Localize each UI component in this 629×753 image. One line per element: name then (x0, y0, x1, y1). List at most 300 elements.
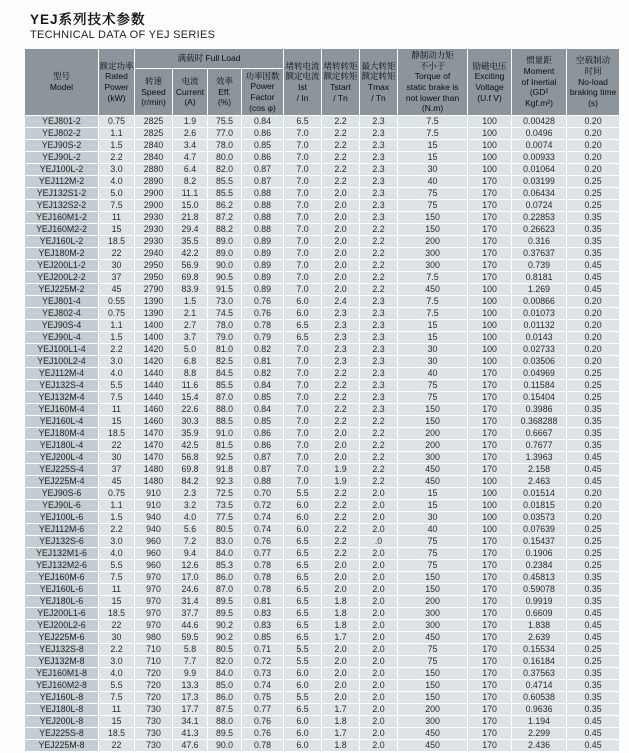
model-cell: YEJ90L-4 (25, 332, 98, 343)
value-cell: 0.76 (242, 296, 283, 307)
col-header-moment-of-inertia: 惯量距 Moment of Inertial (GD² Kgf.m²) (512, 49, 566, 115)
value-cell: 0.87 (242, 164, 283, 175)
table-row (25, 272, 619, 283)
value-cell: 0.20 (567, 320, 619, 331)
value-cell: 2.0 (322, 248, 359, 259)
value-cell: 69.8 (173, 464, 207, 475)
model-cell: YEJ160M1-8 (25, 668, 98, 679)
model-cell: YEJ100L-6 (25, 512, 98, 523)
value-cell: 2.0 (322, 200, 359, 211)
value-cell: 6.0 (284, 680, 321, 691)
value-cell: 2.3 (360, 152, 397, 163)
model-cell: YEJ132S1-2 (25, 188, 98, 199)
value-cell: 45 (99, 476, 134, 487)
value-cell: 960 (135, 560, 172, 571)
value-cell: 75 (398, 188, 467, 199)
col-header-efficiency: 效率 Eff. (%) (208, 69, 241, 114)
value-cell: 1440 (135, 380, 172, 391)
value-cell: 200 (398, 236, 467, 247)
value-cell: 940 (135, 524, 172, 535)
value-cell: 0.60538 (512, 692, 566, 703)
value-cell: 2930 (135, 224, 172, 235)
value-cell: 78.0 (208, 140, 241, 151)
value-cell: 0.01514 (512, 488, 566, 499)
value-cell: 100 (468, 356, 511, 367)
value-cell: 7.0 (284, 224, 321, 235)
value-cell: 88.5 (208, 416, 241, 427)
value-cell: 0.75 (99, 308, 134, 319)
model-cell: YEJ160M-6 (25, 572, 98, 583)
table-row (25, 116, 619, 127)
value-cell: 100 (468, 152, 511, 163)
model-cell: YEJ200L1-6 (25, 608, 98, 619)
value-cell: 31.4 (173, 596, 207, 607)
value-cell: 0.20 (567, 116, 619, 127)
value-cell: 30 (99, 260, 134, 271)
value-cell: 2.0 (360, 584, 397, 595)
table-row (25, 380, 619, 391)
value-cell: 7.0 (284, 356, 321, 367)
col-header-exciting-voltage: 励磁电压 Exciting Voltage (U.f V) (468, 49, 511, 115)
value-cell: 7.0 (284, 440, 321, 451)
value-cell: 170 (468, 440, 511, 451)
value-cell: 2.2 (322, 536, 359, 547)
table-row (25, 332, 619, 343)
value-cell: 44.6 (173, 620, 207, 631)
value-cell: 6.5 (284, 704, 321, 715)
table-row (25, 740, 619, 751)
value-cell: 90.5 (208, 272, 241, 283)
value-cell: 4.0 (173, 512, 207, 523)
value-cell: 0.35 (567, 596, 619, 607)
value-cell: 170 (468, 188, 511, 199)
value-cell: 970 (135, 572, 172, 583)
value-cell: 2.299 (512, 728, 566, 739)
value-cell: 0.37637 (512, 248, 566, 259)
table-row (25, 296, 619, 307)
value-cell: 2.0 (322, 668, 359, 679)
value-cell: 170 (468, 632, 511, 643)
value-cell: 0.74 (242, 512, 283, 523)
value-cell: 3.0 (99, 536, 134, 547)
table-row (25, 416, 619, 427)
value-cell: 2.2 (360, 260, 397, 271)
model-cell: YEJ90S-6 (25, 488, 98, 499)
value-cell: 90.0 (208, 740, 241, 751)
value-cell: 0.06434 (512, 188, 566, 199)
value-cell: 91.8 (208, 464, 241, 475)
value-cell: 2880 (135, 164, 172, 175)
value-cell: 15 (398, 152, 467, 163)
value-cell: 0.76 (242, 716, 283, 727)
value-cell: 3.0 (99, 164, 134, 175)
value-cell: 80.0 (208, 152, 241, 163)
value-cell: 0.79 (242, 332, 283, 343)
value-cell: 85.5 (208, 176, 241, 187)
value-cell: 170 (468, 404, 511, 415)
table-row (25, 572, 619, 583)
value-cell: 0.45 (567, 452, 619, 463)
col-header-model: 型号 Model (25, 49, 98, 115)
value-cell: 2.2 (322, 392, 359, 403)
value-cell: 11.1 (173, 188, 207, 199)
value-cell: 0.88 (242, 188, 283, 199)
value-cell: 2.3 (360, 332, 397, 343)
value-cell: 2.3 (360, 296, 397, 307)
value-cell: 22 (99, 620, 134, 631)
value-cell: 2.3 (360, 368, 397, 379)
value-cell: 7.0 (284, 212, 321, 223)
value-cell: 980 (135, 632, 172, 643)
value-cell: 2.0 (360, 620, 397, 631)
value-cell: 0.20 (567, 140, 619, 151)
value-cell: 75 (398, 548, 467, 559)
value-cell: 2840 (135, 152, 172, 163)
value-cell: 6.4 (173, 164, 207, 175)
value-cell: 90.0 (208, 260, 241, 271)
value-cell: 4.0 (99, 668, 134, 679)
value-cell: 80.5 (208, 644, 241, 655)
value-cell: 2.2 (322, 140, 359, 151)
value-cell: 81.0 (208, 344, 241, 355)
value-cell: 0.45 (567, 476, 619, 487)
value-cell: 0.25 (567, 548, 619, 559)
table-row (25, 404, 619, 415)
model-cell: YEJ225M-4 (25, 476, 98, 487)
value-cell: 0.739 (512, 260, 566, 271)
value-cell: 83.0 (208, 536, 241, 547)
value-cell: 2.2 (360, 464, 397, 475)
value-cell: 12.6 (173, 560, 207, 571)
value-cell: 2.3 (360, 308, 397, 319)
value-cell: 7.0 (284, 140, 321, 151)
value-cell: 0.45 (567, 464, 619, 475)
model-cell: YEJ160M-4 (25, 404, 98, 415)
value-cell: 6.5 (284, 548, 321, 559)
value-cell: 170 (468, 380, 511, 391)
value-cell: 0.89 (242, 284, 283, 295)
value-cell: 5.5 (99, 680, 134, 691)
value-cell: 170 (468, 644, 511, 655)
value-cell: 0.15534 (512, 644, 566, 655)
value-cell: 2.3 (360, 392, 397, 403)
value-cell: 2930 (135, 212, 172, 223)
value-cell: 1.838 (512, 620, 566, 631)
value-cell: 7.5 (398, 308, 467, 319)
value-cell: 22 (99, 248, 134, 259)
value-cell: 3.7 (173, 332, 207, 343)
value-cell: 0.35 (567, 428, 619, 439)
value-cell: 0.35 (567, 440, 619, 451)
value-cell: 2790 (135, 284, 172, 295)
value-cell: 0.35 (567, 572, 619, 583)
value-cell: 100 (468, 476, 511, 487)
value-cell: 15 (99, 224, 134, 235)
value-cell: 0.316 (512, 236, 566, 247)
value-cell: 0.20 (567, 488, 619, 499)
model-cell: YEJ225S-4 (25, 464, 98, 475)
value-cell: 45 (99, 284, 134, 295)
value-cell: 6.5 (284, 608, 321, 619)
model-cell: YEJ200L2-6 (25, 620, 98, 631)
value-cell: 450 (398, 284, 467, 295)
value-cell: 6.0 (284, 728, 321, 739)
value-cell: 0.00428 (512, 116, 566, 127)
value-cell: 18.5 (99, 236, 134, 247)
value-cell: 170 (468, 704, 511, 715)
value-cell: 17.0 (173, 572, 207, 583)
value-cell: 150 (398, 668, 467, 679)
value-cell: 6.5 (284, 320, 321, 331)
value-cell: 300 (398, 608, 467, 619)
value-cell: 0.45 (567, 716, 619, 727)
value-cell: 0.20 (567, 344, 619, 355)
value-cell: 0.85 (242, 140, 283, 151)
value-cell: 7.0 (284, 176, 321, 187)
value-cell: 89.5 (208, 596, 241, 607)
col-header-tmax-tn: 最大转矩 额定转矩 Tmax / Tn (360, 49, 397, 115)
value-cell: 300 (398, 620, 467, 631)
value-cell: 2.0 (322, 572, 359, 583)
value-cell: 2.2 (322, 368, 359, 379)
value-cell: 0.45 (567, 284, 619, 295)
value-cell: 84.0 (208, 548, 241, 559)
value-cell: 0.22853 (512, 212, 566, 223)
value-cell: 2.0 (360, 488, 397, 499)
value-cell: 0.89 (242, 248, 283, 259)
value-cell: 1.7 (322, 632, 359, 643)
value-cell: 2950 (135, 272, 172, 283)
value-cell: 910 (135, 488, 172, 499)
value-cell: 85.3 (208, 560, 241, 571)
model-cell: YEJ802-2 (25, 128, 98, 139)
value-cell: 1480 (135, 464, 172, 475)
value-cell: 0.87 (242, 464, 283, 475)
value-cell: 0.4714 (512, 680, 566, 691)
value-cell: 5.0 (99, 188, 134, 199)
value-cell: 81.5 (208, 440, 241, 451)
value-cell: 2.0 (360, 740, 397, 751)
value-cell: 2.2 (322, 176, 359, 187)
value-cell: 1.1 (99, 128, 134, 139)
value-cell: 100 (468, 500, 511, 511)
value-cell: 100 (468, 284, 511, 295)
value-cell: 0.77 (242, 548, 283, 559)
value-cell: 7.0 (284, 344, 321, 355)
value-cell: 89.5 (208, 728, 241, 739)
model-cell: YEJ90L-2 (25, 152, 98, 163)
value-cell: 100 (468, 512, 511, 523)
value-cell: 73.5 (208, 500, 241, 511)
value-cell: 41.3 (173, 728, 207, 739)
value-cell: 7.0 (284, 236, 321, 247)
value-cell: 24.6 (173, 584, 207, 595)
model-cell: YEJ225S-8 (25, 728, 98, 739)
value-cell: 9.4 (173, 548, 207, 559)
value-cell: 0.45 (567, 260, 619, 271)
value-cell: 1.9 (322, 476, 359, 487)
value-cell: 2.2 (360, 440, 397, 451)
value-cell: 0.78 (242, 572, 283, 583)
value-cell: 7.0 (284, 188, 321, 199)
value-cell: 0.20 (567, 356, 619, 367)
value-cell: 22.6 (173, 404, 207, 415)
value-cell: 6.5 (284, 584, 321, 595)
table-row (25, 260, 619, 271)
value-cell: 2.3 (360, 164, 397, 175)
value-cell: 7.5 (99, 692, 134, 703)
value-cell: 2.2 (322, 512, 359, 523)
value-cell: 0.35 (567, 668, 619, 679)
value-cell: 1390 (135, 296, 172, 307)
value-cell: 5.5 (284, 644, 321, 655)
table-row (25, 452, 619, 463)
value-cell: 88.0 (208, 404, 241, 415)
value-cell: 0.7677 (512, 440, 566, 451)
value-cell: 300 (398, 716, 467, 727)
value-cell: 7.0 (284, 152, 321, 163)
table-row (25, 428, 619, 439)
value-cell: 170 (468, 176, 511, 187)
value-cell: 0.35 (567, 416, 619, 427)
value-cell: 82.0 (208, 164, 241, 175)
value-cell: 2.2 (99, 644, 134, 655)
value-cell: 6.0 (284, 524, 321, 535)
value-cell: 0.75 (242, 692, 283, 703)
table-row (25, 392, 619, 403)
value-cell: 37 (99, 464, 134, 475)
table-row (25, 248, 619, 259)
value-cell: 0.9919 (512, 596, 566, 607)
table-row (25, 344, 619, 355)
value-cell: 75 (398, 656, 467, 667)
model-cell: YEJ801-4 (25, 296, 98, 307)
value-cell: 89.0 (208, 236, 241, 247)
value-cell: 720 (135, 680, 172, 691)
model-cell: YEJ160L-8 (25, 692, 98, 703)
value-cell: 1.8 (322, 716, 359, 727)
value-cell: 0.20 (567, 164, 619, 175)
value-cell: 1.5 (99, 140, 134, 151)
value-cell: 0.35 (567, 680, 619, 691)
value-cell: 11 (99, 584, 134, 595)
value-cell: 200 (398, 440, 467, 451)
value-cell: 1.7 (322, 704, 359, 715)
value-cell: 2825 (135, 116, 172, 127)
value-cell: 960 (135, 536, 172, 547)
table-row (25, 632, 619, 643)
model-cell: YEJ132S-4 (25, 380, 98, 391)
value-cell: 7.5 (398, 272, 467, 283)
table-row (25, 560, 619, 571)
value-cell: 970 (135, 608, 172, 619)
value-cell: 7.0 (284, 272, 321, 283)
value-cell: 30 (398, 164, 467, 175)
model-cell: YEJ100L2-4 (25, 356, 98, 367)
value-cell: 2.0 (322, 272, 359, 283)
value-cell: 2.2 (322, 116, 359, 127)
value-cell: 86.0 (208, 692, 241, 703)
value-cell: 0.76 (242, 308, 283, 319)
value-cell: 47.6 (173, 740, 207, 751)
table-row (25, 320, 619, 331)
value-cell: 7.0 (284, 200, 321, 211)
value-cell: 0.45 (567, 272, 619, 283)
value-cell: 7.0 (284, 428, 321, 439)
value-cell: 75 (398, 392, 467, 403)
value-cell: 15 (398, 332, 467, 343)
value-cell: 170 (468, 728, 511, 739)
value-cell: 2.3 (360, 188, 397, 199)
table-row (25, 668, 619, 679)
value-cell: 87.0 (208, 584, 241, 595)
value-cell: 200 (398, 428, 467, 439)
value-cell: 2.0 (360, 560, 397, 571)
value-cell: 72.5 (208, 488, 241, 499)
value-cell: 1.7 (322, 728, 359, 739)
value-cell: 6.5 (284, 632, 321, 643)
value-cell: 78.0 (208, 320, 241, 331)
value-cell: 18.5 (99, 728, 134, 739)
value-cell: 2.2 (322, 416, 359, 427)
value-cell: 0.25 (567, 200, 619, 211)
value-cell: 2.2 (360, 428, 397, 439)
model-cell: YEJ132S-8 (25, 644, 98, 655)
value-cell: 1.269 (512, 284, 566, 295)
value-cell: 1.1 (99, 500, 134, 511)
model-cell: YEJ100L-2 (25, 164, 98, 175)
value-cell: 0.03573 (512, 512, 566, 523)
value-cell: 0.85 (242, 632, 283, 643)
value-cell: 0.11584 (512, 380, 566, 391)
value-cell: 0.01073 (512, 308, 566, 319)
value-cell: 5.5 (99, 380, 134, 391)
value-cell: 4.0 (99, 176, 134, 187)
value-cell: 170 (468, 668, 511, 679)
value-cell: 40 (398, 176, 467, 187)
value-cell: 960 (135, 548, 172, 559)
value-cell: 0.87 (242, 176, 283, 187)
value-cell: 0.03506 (512, 356, 566, 367)
value-cell: 75 (398, 644, 467, 655)
value-cell: 2900 (135, 188, 172, 199)
value-cell: 7.0 (284, 452, 321, 463)
value-cell: 2950 (135, 260, 172, 271)
value-cell: 170 (468, 452, 511, 463)
value-cell: 0.25 (567, 560, 619, 571)
value-cell: 2.0 (360, 596, 397, 607)
value-cell: 11 (99, 404, 134, 415)
value-cell: 450 (398, 476, 467, 487)
value-cell: 34.1 (173, 716, 207, 727)
value-cell: 1480 (135, 476, 172, 487)
value-cell: 2.0 (360, 644, 397, 655)
value-cell: 2.2 (322, 548, 359, 559)
model-cell: YEJ225M-6 (25, 632, 98, 643)
value-cell: 37.7 (173, 608, 207, 619)
value-cell: 1400 (135, 320, 172, 331)
value-cell: 1.9 (173, 116, 207, 127)
value-cell: 100 (468, 488, 511, 499)
model-cell: YEJ132M1-6 (25, 548, 98, 559)
value-cell: 150 (398, 404, 467, 415)
value-cell: 2.0 (322, 656, 359, 667)
value-cell: 5.5 (99, 560, 134, 571)
value-cell: 0.70 (242, 488, 283, 499)
value-cell: 2.0 (322, 680, 359, 691)
value-cell: 0.25 (567, 188, 619, 199)
value-cell: 7.5 (398, 296, 467, 307)
